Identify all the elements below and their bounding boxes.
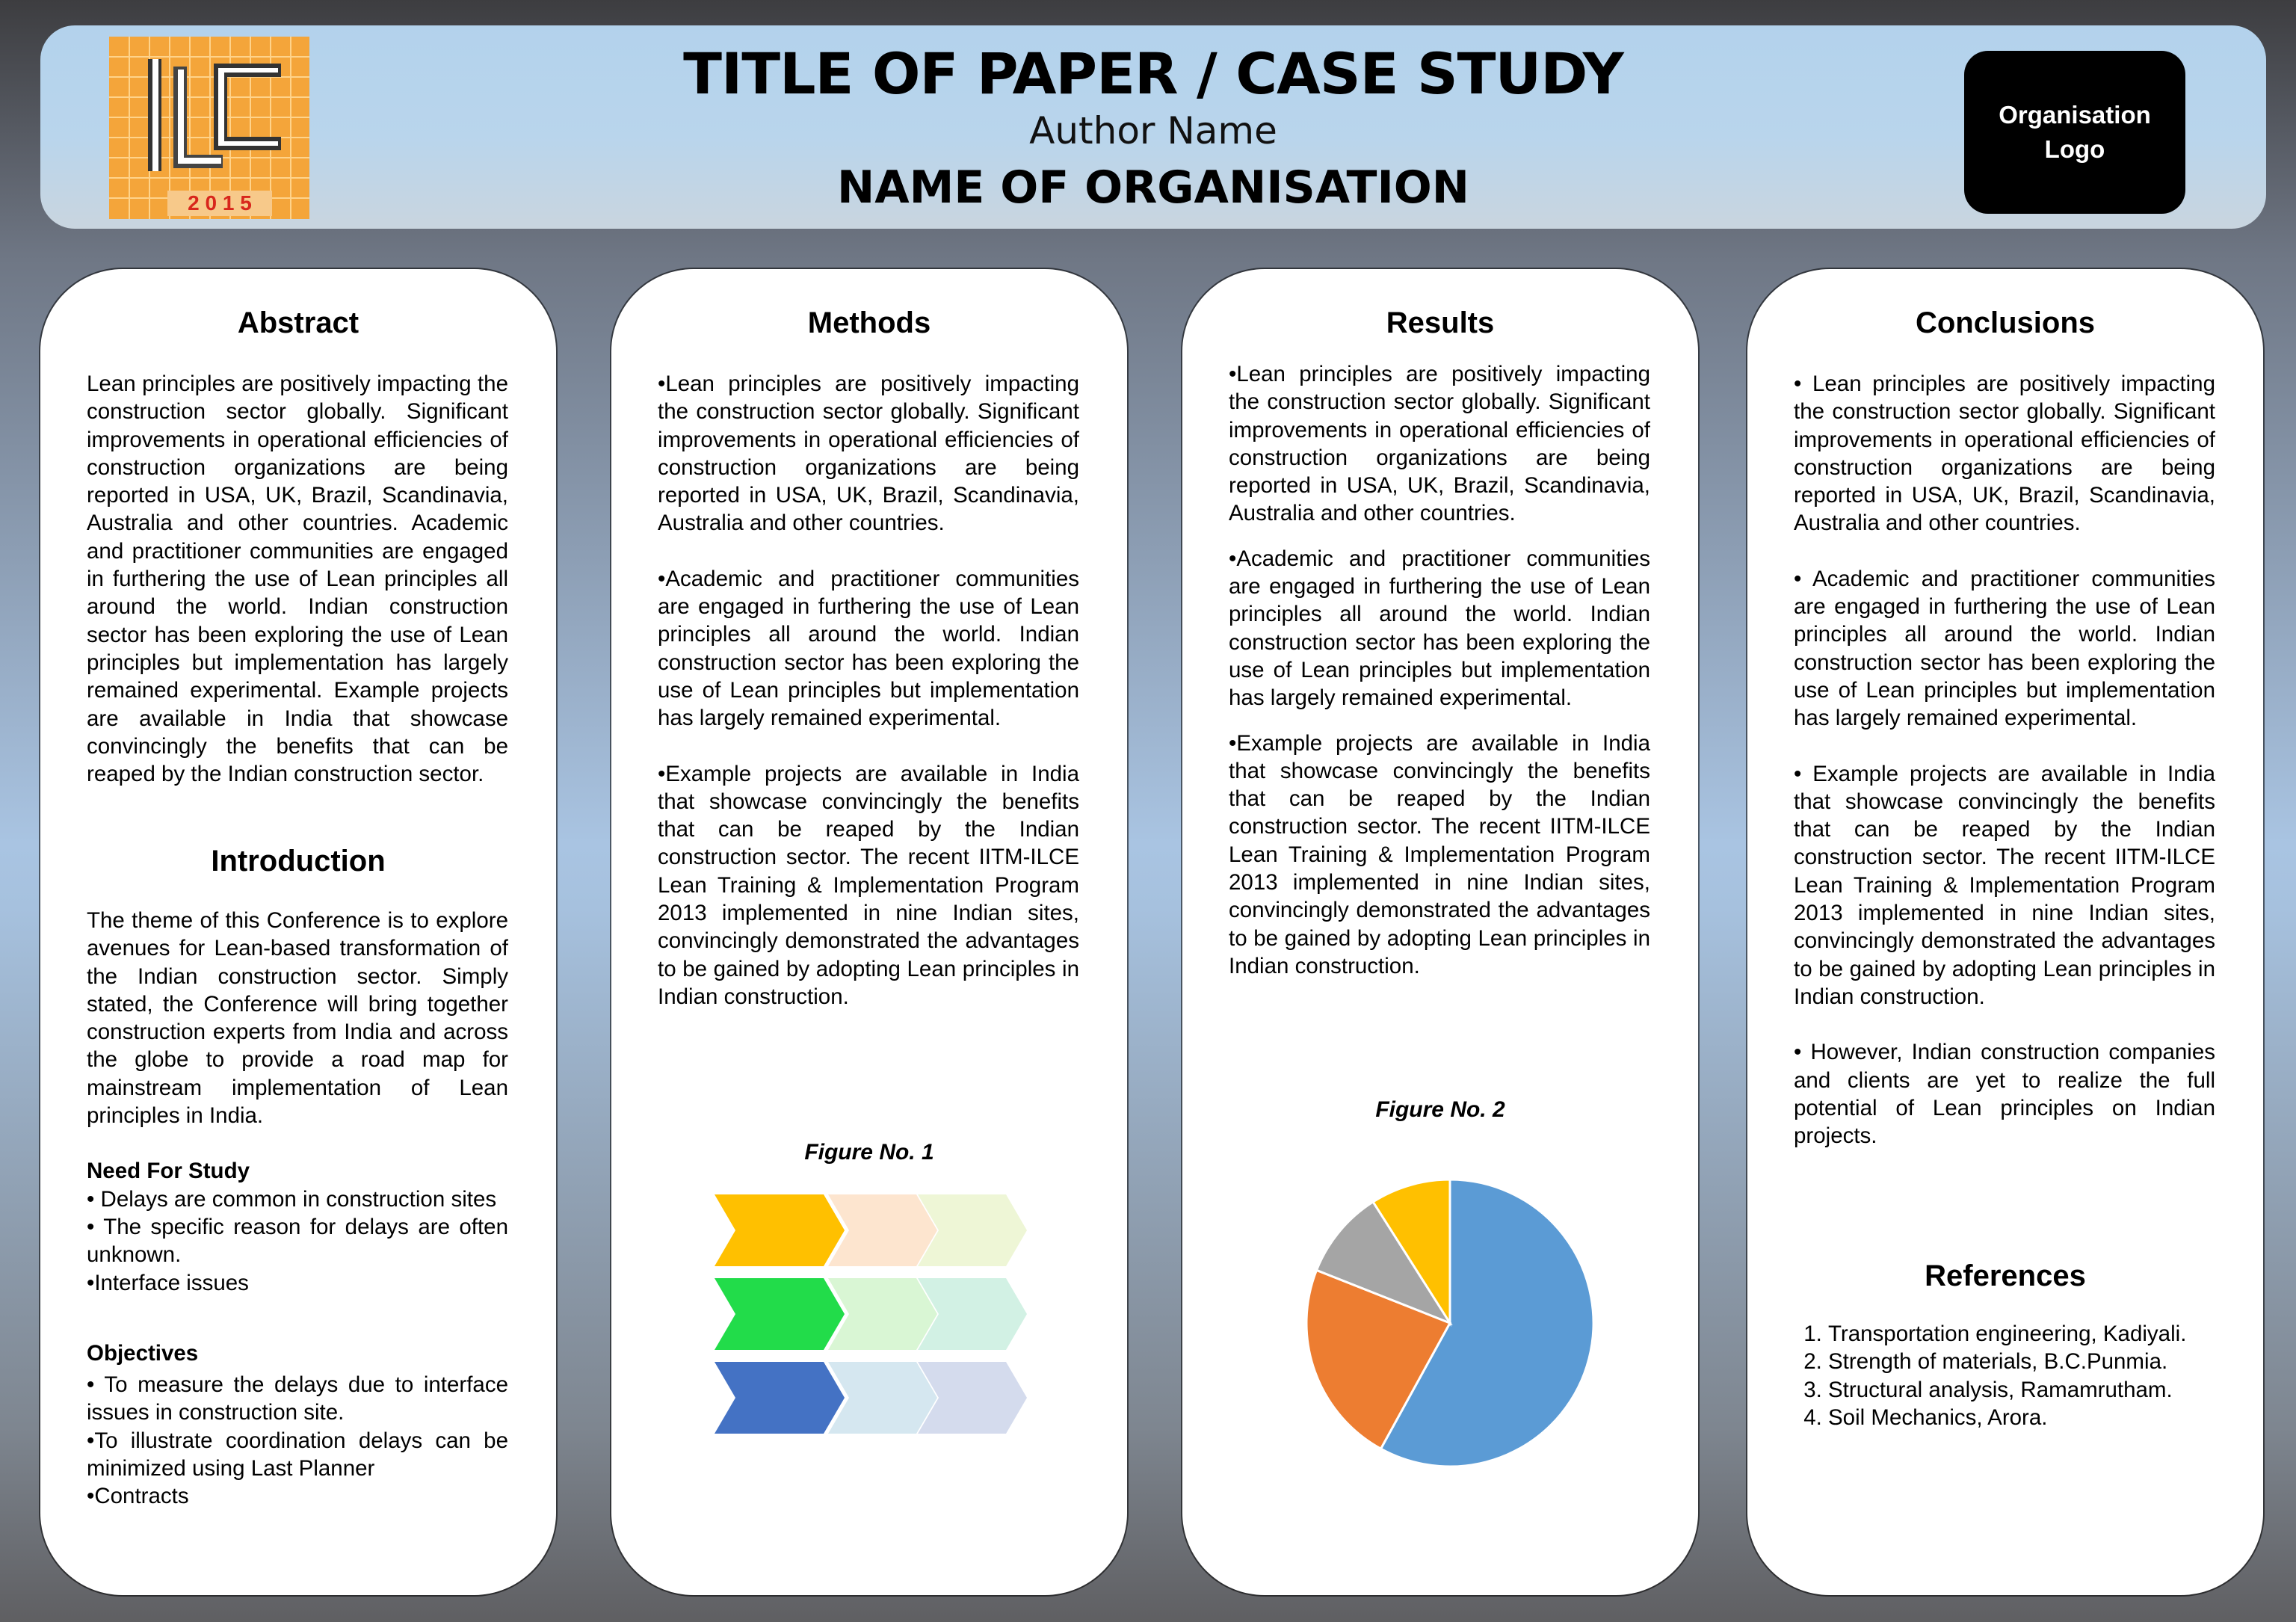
- logo-year: 2 0 1 5: [188, 191, 252, 215]
- reference-item: 3. Structural analysis, Ramamrutham.: [1828, 1376, 2215, 1404]
- references-list: [1794, 1320, 2215, 1431]
- objectives-heading: Objectives: [87, 1340, 199, 1366]
- methods-panel: [611, 269, 1127, 1595]
- abstract-panel: [40, 269, 556, 1595]
- figure-2-pie-chart: [1300, 1174, 1599, 1473]
- methods-text: [658, 370, 1079, 1011]
- results-paragraph: •Example projects are available in India that showcase convincingly the benefits that can be reaped by the Indian construction sector. The recent IITM-ILCE Lean Training & Implementation Program 2013 implemented in nine Indian sites, convincingly demonstrated the advantages to be gained by adopting Lean principles in Indian construction.: [1229, 730, 1650, 978]
- results-paragraph: •Academic and practitioner communities are engaged in furthering the use of Lean principles all around the world. Indian construction sector has been exploring the use of Lean principles but implementation has largely remained experimental.: [1229, 546, 1650, 711]
- conclusions-panel: [1747, 269, 2263, 1595]
- figure-2-caption: Figure No. 2: [1375, 1097, 1505, 1122]
- poster-header: [40, 25, 2266, 229]
- organisation-logo: [1964, 51, 2185, 214]
- org-logo-line2: Logo: [2044, 135, 2105, 163]
- figure-1-caption: Figure No. 1: [804, 1140, 934, 1165]
- conclusions-text: [1794, 370, 2215, 1150]
- abstract-text: [87, 370, 508, 788]
- objective-item: • To measure the delays due to interface issues in construction site.: [87, 1372, 508, 1425]
- objective-item: •Contracts: [87, 1484, 189, 1509]
- author-name: Author Name: [1029, 109, 1277, 152]
- conclusions-paragraph: • However, Indian construction companies and clients are yet to realize the full potential of Lean principles on Indian projects.: [1794, 1040, 2215, 1149]
- conclusions-heading: Conclusions: [1915, 306, 2096, 339]
- introduction-paragraph: The theme of this Conference is to explore avenues for Lean-based transformation of the Indian construction sector. Simply stated, the Conference will bring together construction experts from India and across the globe to provide a road map for mainstream implementation of Lean principles in India.: [87, 908, 508, 1129]
- results-text: [1229, 360, 1650, 980]
- reference-item: 4. Soil Mechanics, Arora.: [1828, 1404, 2215, 1431]
- poster-title: TITLE OF PAPER / CASE STUDY: [683, 40, 1623, 107]
- abstract-paragraph: Lean principles are positively impacting the construction sector globally. Significant improvements in operational efficiencies of construction organizations are being reported in USA, UK, Brazil, Scandinavia, Australia and other countries. Academic and practitioner communities are engaged in furthering the use of Lean principles all around the world. Indian construction sector has been exploring the use of Lean principles but implementation has largely remained experimental. Example projects are available in India that showcase convincingly the benefits that can be reaped by the Indian construction sector.: [87, 371, 508, 787]
- results-panel: [1182, 269, 1698, 1595]
- org-logo-line1: Organisation: [1999, 101, 2151, 129]
- methods-paragraph: •Academic and practitioner communities are engaged in furthering the use of Lean principles all around the world. Indian construction sector has been exploring the use of Lean principles but implementation has largely remained experimental.: [658, 566, 1079, 731]
- organisation-name: NAME OF ORGANISATION: [836, 161, 1469, 214]
- chevron-r3-s1: [715, 1362, 845, 1434]
- methods-heading: Methods: [807, 306, 931, 339]
- references-heading: References: [1925, 1259, 2086, 1292]
- abstract-heading: Abstract: [237, 306, 359, 339]
- conclusions-paragraph: • Example projects are available in India that showcase convincingly the benefits that can be reaped by the Indian construction sector. The recent IITM-ILCE Lean Training & Implementation Program 2013 implemented in nine Indian sites, convincingly demonstrated the advantages to be gained by adopting Lean principles in Indian construction.: [1794, 761, 2215, 1009]
- results-heading: Results: [1386, 306, 1495, 339]
- methods-paragraph: •Lean principles are positively impacting the construction sector globally. Significant improvements in operational efficiencies of construction organizations are being reported in USA, UK, Brazil, Scandinavia, Australia and other countries.: [658, 371, 1079, 536]
- references-list-wrap: [1794, 1320, 2215, 1431]
- reference-item: 2. Strength of materials, B.C.Punmia.: [1828, 1348, 2215, 1375]
- methods-paragraph: •Example projects are available in India that showcase convincingly the benefits that can be reaped by the Indian construction sector. The recent IITM-ILCE Lean Training & Implementation Program 2013 implemented in nine Indian sites, convincingly demonstrated the advantages to be gained by adopting Lean principles in Indian construction.: [658, 761, 1079, 1009]
- introduction-text: [87, 907, 508, 1511]
- need-heading: Need For Study: [87, 1159, 250, 1184]
- chevron-r1-s1: [715, 1194, 845, 1266]
- need-item: •Interface issues: [87, 1270, 249, 1295]
- introduction-heading: Introduction: [211, 845, 386, 878]
- need-item: • The specific reason for delays are often unknown.: [87, 1214, 508, 1268]
- need-item: • Delays are common in construction sites: [87, 1186, 497, 1212]
- chevron-r2-s1: [715, 1278, 845, 1350]
- conclusions-paragraph: • Academic and practitioner communities are engaged in furthering the use of Lean principles all around the world. Indian construction sector has been exploring the use of Lean principles but implementation has largely remained experimental.: [1794, 566, 2215, 731]
- conclusions-paragraph: • Lean principles are positively impacting the construction sector globally. Significant improvements in operational efficiencies of construction organizations are being reported in USA, UK, Brazil, Scandinavia, Australia and other countries.: [1794, 371, 2215, 536]
- objective-item: •To illustrate coordination delays can be minimized using Last Planner: [87, 1428, 508, 1481]
- results-paragraph: •Lean principles are positively impacting the construction sector globally. Significant improvements in operational efficiencies of construction organizations are being reported in USA, UK, Brazil, Scandinavia, Australia and other countries.: [1229, 362, 1650, 526]
- figure-1-chevron-diagram: [715, 1194, 1036, 1449]
- reference-item: 1. Transportation engineering, Kadiyali.: [1828, 1320, 2215, 1348]
